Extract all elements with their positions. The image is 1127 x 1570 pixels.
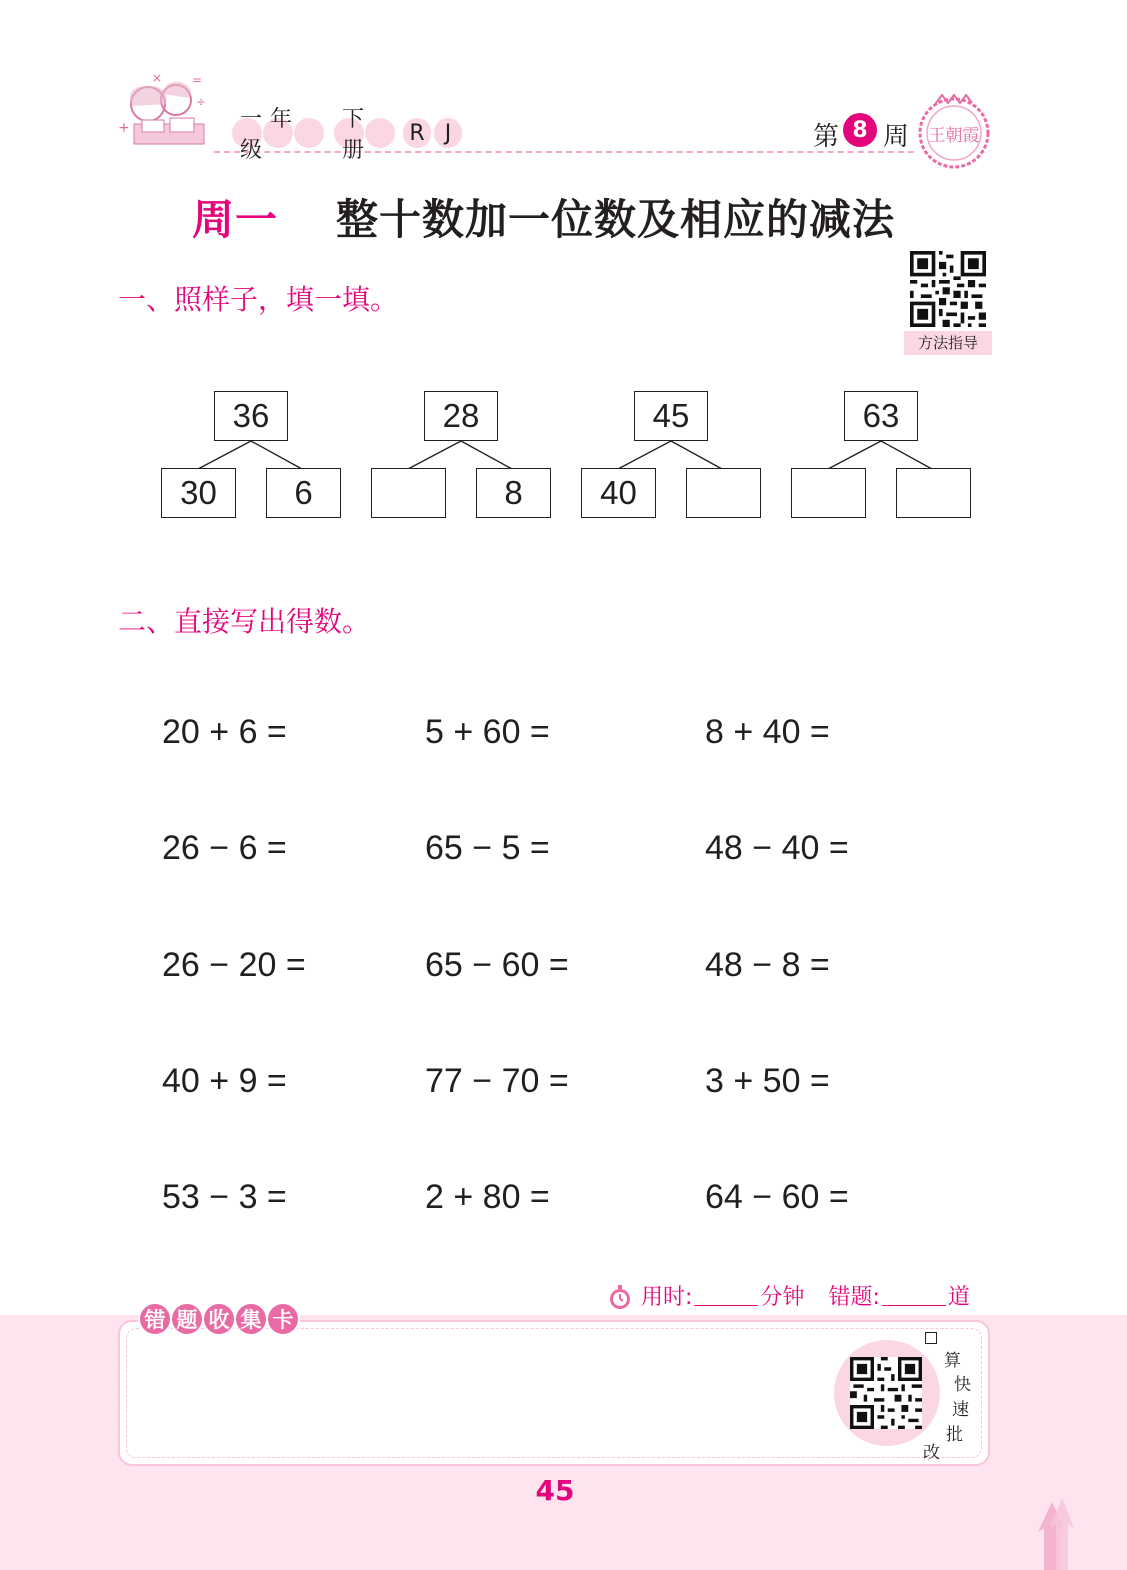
card-title-char: 错 [140, 1304, 170, 1334]
bond-total-box: 36 [214, 391, 288, 441]
errors-unit: 道 [947, 1285, 970, 1310]
fast-grade-char: 速 [952, 1400, 969, 1420]
bond-right-box: 6 [266, 468, 341, 518]
errors-blank[interactable] [882, 1287, 946, 1306]
equation[interactable]: 40 + 9 = [162, 1062, 287, 1100]
timer-row [607, 1280, 970, 1311]
equation[interactable]: 65 − 5 = [425, 829, 550, 867]
bond-right-answer-box[interactable] [896, 468, 971, 518]
qr-guide-label: 方法指导 [904, 331, 992, 355]
bond-right-box: 8 [476, 468, 551, 518]
section2-heading: 二、直接写出得数。 [118, 605, 371, 638]
equation[interactable]: 48 − 8 = [705, 946, 830, 984]
checkbox-icon [925, 1332, 937, 1344]
week-suffix: 周 [883, 122, 910, 152]
bond-total-box: 45 [634, 391, 708, 441]
time-label: 用时: [641, 1285, 693, 1310]
title-day: 周一 [192, 195, 279, 244]
bond-left-box: 40 [581, 468, 656, 518]
errors-label: 错题: [828, 1285, 880, 1310]
card-title-char: 集 [236, 1304, 266, 1334]
svg-text:=: = [192, 73, 203, 87]
grade-label: 一年级 [232, 118, 324, 148]
title-topic: 整十数加一位数及相应的减法 [336, 195, 896, 244]
card-title-char: 收 [204, 1304, 234, 1334]
equation[interactable]: 5 + 60 = [425, 713, 550, 751]
error-card-title [140, 1304, 298, 1340]
edition-j: J [434, 118, 462, 148]
equation[interactable]: 20 + 6 = [162, 713, 287, 751]
equation[interactable]: 3 + 50 = [705, 1062, 830, 1100]
bond-right-answer-box[interactable] [686, 468, 761, 518]
bond-total-box: 28 [424, 391, 498, 441]
fast-grade-char: 批 [946, 1425, 963, 1445]
week-prefix: 第 [813, 122, 840, 152]
stopwatch-icon [607, 1284, 633, 1310]
page-number: 45 [535, 1474, 575, 1507]
time-blank[interactable] [694, 1287, 758, 1306]
arrow-decoration-icon [1038, 1498, 1078, 1570]
equation[interactable]: 53 − 3 = [162, 1178, 287, 1216]
card-title-char: 卡 [268, 1304, 298, 1334]
fast-grade-char: 算 [944, 1351, 961, 1371]
svg-text:×: × [152, 71, 163, 85]
equation[interactable]: 48 − 40 = [705, 829, 849, 867]
section1-heading: 一、照样子，填一填。 [118, 283, 399, 316]
seal-text: 王朝霞 [928, 126, 980, 146]
equation[interactable]: 2 + 80 = [425, 1178, 550, 1216]
fast-grade-qr-code[interactable] [850, 1357, 922, 1429]
svg-text:÷: ÷ [196, 95, 207, 109]
volume-label: 下册 [334, 118, 396, 148]
card-title-char: 题 [172, 1304, 202, 1334]
svg-text:+: + [118, 120, 130, 136]
time-unit: 分钟 [760, 1285, 805, 1310]
equation[interactable]: 77 − 70 = [425, 1062, 569, 1100]
equation[interactable]: 26 − 6 = [162, 829, 287, 867]
week-number-badge: 8 [843, 113, 877, 147]
bond-left-answer-box[interactable] [791, 468, 866, 518]
fast-grade-char: 快 [954, 1375, 971, 1395]
equation[interactable]: 26 − 20 = [162, 946, 306, 984]
bond-left-box: 30 [161, 468, 236, 518]
equation[interactable]: 65 − 60 = [425, 946, 569, 984]
bond-total-box: 63 [844, 391, 918, 441]
fast-grade-char: 改 [923, 1443, 940, 1463]
bond-left-answer-box[interactable] [371, 468, 446, 518]
equation[interactable]: 8 + 40 = [705, 713, 830, 751]
edition-r: R [403, 118, 431, 148]
equation[interactable]: 64 − 60 = [705, 1178, 849, 1216]
